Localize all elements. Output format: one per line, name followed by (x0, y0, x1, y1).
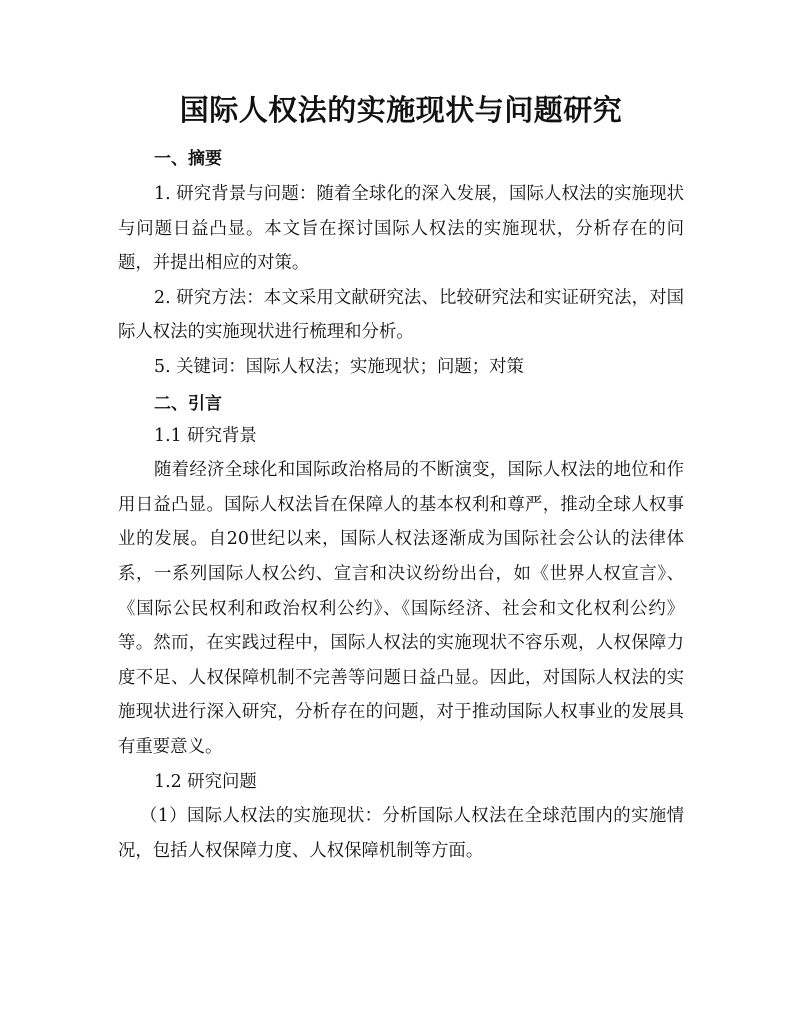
research-questions-subheading: 1.2 研究问题 (154, 771, 257, 792)
abstract-keywords-paragraph: 5. 关键词：国际人权法；实施现状；问题；对策 (154, 356, 524, 377)
research-background-subheading: 1.1 研究背景 (154, 425, 257, 446)
abstract-heading: 一、摘要 (154, 149, 222, 169)
research-question-item: （1）国际人权法的实施现状：分析国际人权法在全球范围内的实施情况，包括人权保障力度、人权保障机制等方面。 (118, 806, 684, 861)
research-background-paragraph: 随着经济全球化和国际政治格局的不断演变，国际人权法的地位和作用日益凸显。国际人权法旨在保障人的基本权利和尊严，推动全球人权事业的发展。自20世纪以来，国际人权法逐渐成为国际社会公认的法律体系，一系列国际人权公约、宣言和决议纷纷出台，如《世界人权宣言》、《国际公民权利和政治权利公约》、《国际经济、社会和文化权利公约》等。然而，在实践过程中，国际人权法的实施现状不容乐观，人权保障力度不足、人权保障机制不完善等问题日益凸显。因此，对国际人权法的实施现状进行深入研究，分析存在的问题，对于推动国际人权事业的发展具有重要意义。 (118, 460, 684, 757)
abstract-background-paragraph: 1. 研究背景与问题：随着全球化的深入发展，国际人权法的实施现状与问题日益凸显。本文旨在探讨国际人权法的实施现状，分析存在的问题，并提出相应的对策。 (118, 184, 684, 274)
introduction-heading: 二、引言 (154, 393, 222, 414)
document-title: 国际人权法的实施现状与问题研究 (179, 93, 623, 127)
abstract-methods-paragraph: 2. 研究方法：本文采用文献研究法、比较研究法和实证研究法，对国际人权法的实施现状进行梳理和分析。 (118, 287, 684, 343)
